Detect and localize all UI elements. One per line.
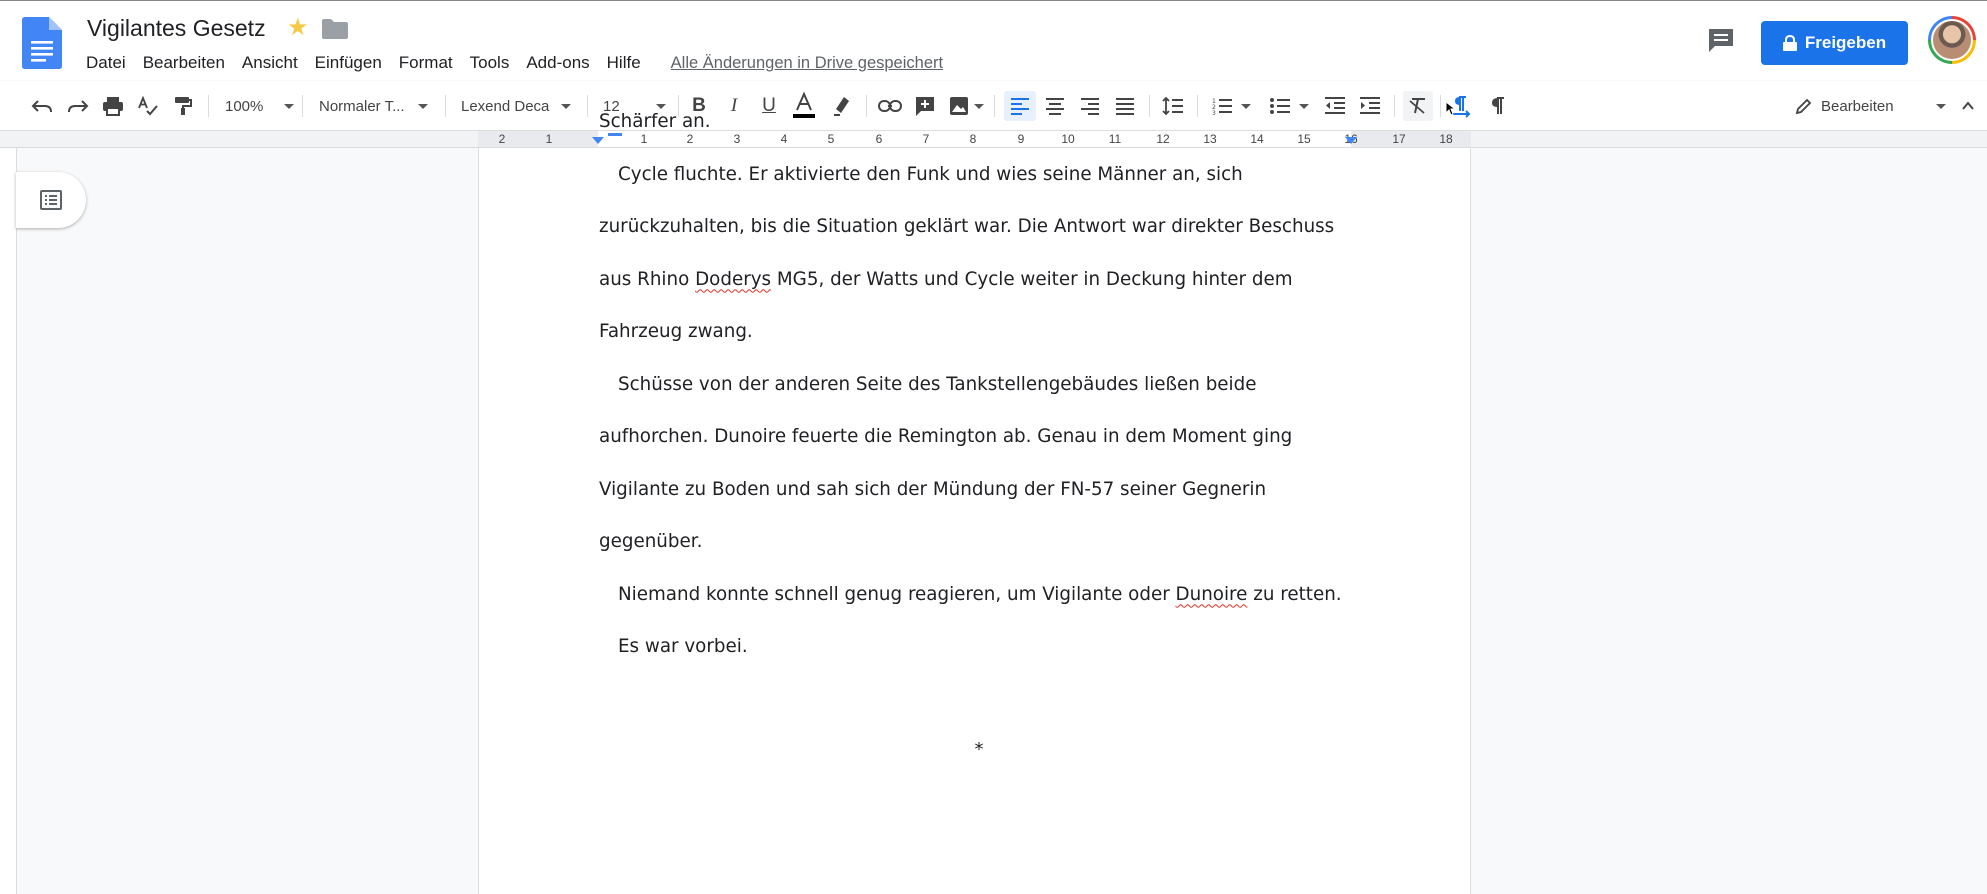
ruler-label: 1 [545,132,553,146]
ruler-label: 9 [1017,132,1025,146]
italic-icon[interactable]: I [730,95,738,116]
outline-icon [40,190,62,210]
toolbar-divider [587,95,588,117]
misspelled-word[interactable]: Dunoire [1175,583,1248,605]
share-button[interactable] [1761,21,1908,65]
left-panel [0,148,17,894]
undo-icon[interactable] [28,81,56,131]
paragraph-style-dropdown[interactable] [319,81,428,131]
lock-icon [1783,35,1797,51]
text-run: zu retten. [1253,583,1342,605]
print-icon[interactable] [99,81,127,131]
document-title[interactable]: Vigilantes Gesetz [87,15,266,41]
paragraph: Schüsse von der anderen Seite des Tankstellengebäudes ließen beide aufhorchen. Dunoire feuerte die Remington ab. Genau in dem Moment ging Vigilante zu Boden und sah sich der Mündung der FN-57 seiner Gegnerin gegenüber. [599,373,1293,552]
svg-text:2: 2 [1211,104,1216,111]
folder-icon[interactable] [322,19,348,39]
text-run: Cycle fluchte. Er aktivierte den Funk und wies seine Männer an, sich zurückzuhalten, bis die Situation geklärt war. Die Antwort war direkter Beschuss aus Rhino [599,163,1335,290]
bold-icon[interactable]: B [692,95,706,116]
text-run: Niemand konnte schnell genug reagieren, um Vigilante oder [618,583,1170,605]
ruler-label: 3 [733,132,741,146]
ruler-label: 11 [1108,132,1122,146]
menu-einfuegen[interactable]: Einfügen [314,53,382,72]
font-size-value: 12 [603,97,620,115]
ruler-label: 16 [1344,132,1358,146]
paragraph [599,149,1359,359]
chevron-down-icon [418,104,428,109]
document-outline-button[interactable] [16,172,86,228]
mouse-cursor-icon [1446,102,1456,116]
menu-addons[interactable]: Add-ons [526,53,590,72]
increase-indent-icon[interactable] [1356,81,1384,131]
misspelled-word[interactable]: Doderys [695,268,772,290]
paragraph [599,569,1359,622]
ruler-label: 6 [875,132,883,146]
ruler-label: 2 [498,132,506,146]
ruler-label: 2 [686,132,694,146]
chevron-down-icon [561,104,571,109]
toolbar-divider [302,95,303,117]
toolbar-divider [1394,95,1395,117]
avatar[interactable] [1928,16,1976,64]
ruler-label: 18 [1439,132,1453,146]
pencil-icon [1795,97,1813,115]
avatar-photo [1931,19,1973,61]
ruler-label: 1 [640,132,648,146]
ruler-right-margin [1351,131,1471,147]
spellcheck-icon[interactable] [134,81,162,131]
ruler-label: 10 [1061,132,1075,146]
zoom-dropdown[interactable] [225,81,294,131]
zoom-value: 100% [225,97,264,115]
svg-text:3: 3 [1211,110,1216,117]
toolbar-divider [208,95,209,117]
comment-icon[interactable] [1707,27,1735,53]
ruler-label: 12 [1156,132,1170,146]
menu-bearbeiten[interactable]: Bearbeiten [142,53,225,72]
document-body[interactable] [599,96,1359,760]
ruler-label: 5 [827,132,835,146]
underline-icon[interactable]: U [762,95,776,116]
paragraph: Es war vorbei. [618,636,748,657]
redo-icon[interactable] [64,81,92,131]
editing-mode-label: Bearbeiten [1821,97,1894,115]
menu-format[interactable]: Format [398,53,453,72]
save-status-link[interactable]: Alle Änderungen in Drive gespeichert [670,53,944,72]
font-value: Lexend Deca [461,97,550,115]
top-bar [0,0,1987,80]
font-dropdown[interactable] [461,81,571,131]
svg-text:1: 1 [1211,98,1216,105]
ruler-left-margin [478,131,598,147]
menu-tools[interactable]: Tools [469,53,510,72]
style-value: Normaler T... [319,97,405,115]
clear-formatting-icon[interactable] [1403,91,1433,121]
ruler-label: 4 [780,132,788,146]
menu-datei[interactable]: Datei [86,53,126,72]
ruler-label: 15 [1297,132,1311,146]
toolbar-divider [1440,95,1441,117]
ruler-label: 7 [922,132,930,146]
ruler-label: 8 [969,132,977,146]
paragraph-cut: Schärfer an. [599,111,711,132]
toolbar-divider [445,95,446,117]
ruler-label: 17 [1392,132,1406,146]
rtl-icon[interactable] [1484,81,1512,131]
chevron-down-icon [1936,104,1946,109]
chevron-down-icon [284,104,294,109]
ruler-label: 13 [1203,132,1217,146]
collapse-toolbar-icon[interactable] [1962,98,1974,110]
editing-mode-dropdown[interactable] [1795,81,1946,131]
paint-format-icon[interactable] [169,81,197,131]
docs-logo-icon[interactable] [22,17,62,69]
ruler-label: 14 [1250,132,1264,146]
menu-ansicht[interactable]: Ansicht [241,53,298,72]
menu-bar [86,51,943,75]
menu-hilfe[interactable]: Hilfe [606,53,641,72]
share-label: Freigeben [1804,33,1887,52]
text-run: MG5, der Watts und Cycle weiter in Deckung hinter dem Fahrzeug zwang. [599,268,1293,342]
star-icon[interactable]: ★ [287,14,309,41]
section-separator: * [974,739,984,760]
